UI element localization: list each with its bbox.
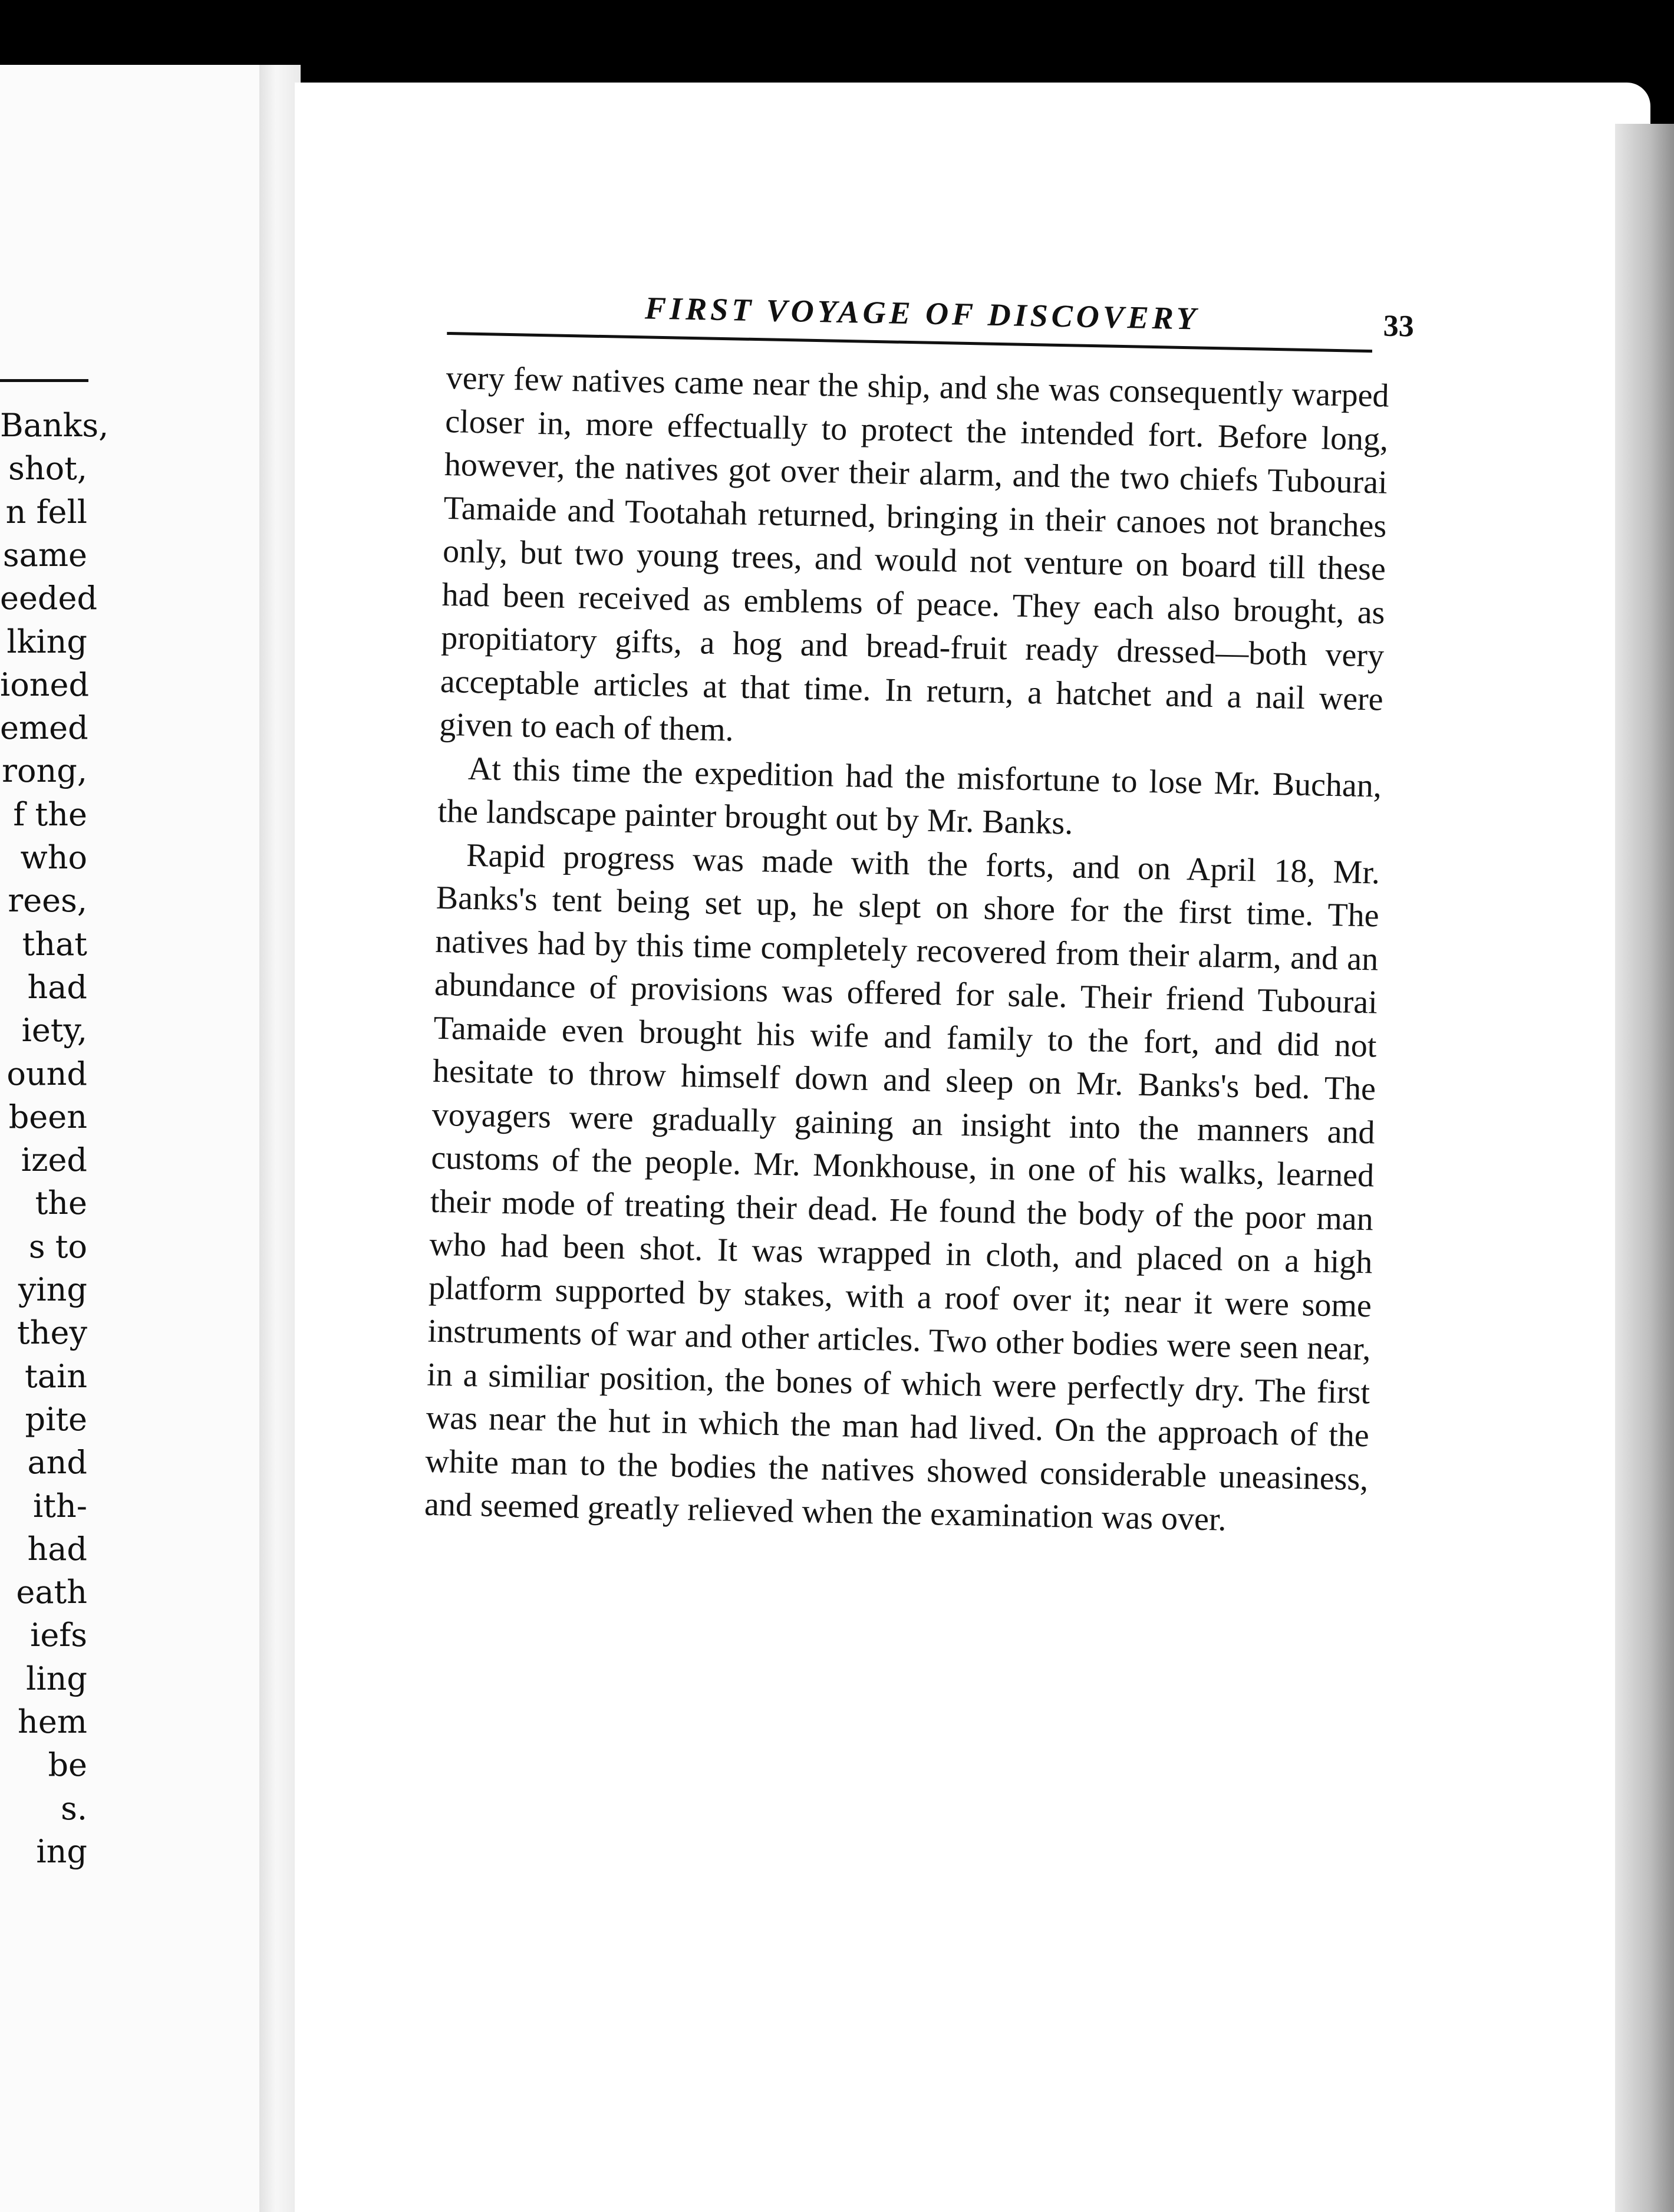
page-stack-edge	[1615, 124, 1674, 2212]
left-page-line-fragment: tain	[25, 1358, 87, 1395]
left-page-line-fragment: they	[17, 1314, 87, 1351]
left-page-header-rule	[0, 379, 88, 382]
left-page-line-fragment: shot,	[8, 450, 87, 487]
left-page-line-fragment: been	[8, 1098, 87, 1135]
left-page-line-fragment: s.	[61, 1790, 87, 1827]
body-text	[424, 357, 1389, 1545]
left-page-line-fragment: ith-	[33, 1487, 87, 1525]
left-page-line-fragment: had	[27, 1530, 87, 1568]
left-page-line-fragment: s to	[28, 1228, 87, 1265]
paragraph: At this time the expedition had the misfortune to lose Mr. Buchan, the landscape painter brought out by Mr. Banks.	[437, 750, 1382, 842]
left-page-line-fragment: ing	[36, 1833, 87, 1870]
left-page-line-fragment: ioned	[0, 666, 90, 703]
left-page-line-fragment: and	[27, 1444, 87, 1481]
page-number: 33	[1383, 309, 1415, 344]
left-page-line-fragment: iefs	[30, 1617, 87, 1654]
left-page-line-fragment: the	[35, 1184, 87, 1222]
left-page-line-fragment: be	[48, 1746, 87, 1783]
adjacent-left-page	[0, 65, 268, 2212]
left-page-line-fragment: same	[2, 536, 87, 574]
page-content	[424, 280, 1415, 1545]
left-page-line-fragment: had	[27, 969, 87, 1006]
left-page-line-fragment: ound	[6, 1055, 87, 1092]
left-page-line-fragment: rees,	[8, 882, 87, 919]
left-page-line-fragment: emed	[0, 709, 88, 746]
left-page-line-fragment: pite	[25, 1401, 87, 1438]
left-page-line-fragment: ized	[21, 1141, 87, 1179]
left-page-line-fragment: ying	[18, 1271, 87, 1308]
left-page-line-fragment: Banks,	[0, 407, 109, 444]
left-page-line-fragment: iety,	[21, 1012, 87, 1049]
left-page-line-fragment: that	[22, 926, 87, 963]
left-page-line-fragment: f the	[13, 796, 87, 833]
paragraph: very few natives came near the ship, and she was consequently warped closer in, more effectually to protect the intended fort. Before long, however, the natives got over their alarm, and the two chiefs Tubourai Tamaide and Tootahah returned, bringing in their canoes not branches only, but two young trees, and would not venture on board till these had been received as emblems of peace. They each also brought, as propitiatory gifts, a hog and bread-fruit ready dressed—both very acceptable articles at that time. In return, a hatchet and a nail were given to each of them.	[439, 359, 1390, 749]
left-page-line-fragment: who	[20, 839, 87, 876]
left-page-line-fragment: ling	[26, 1660, 87, 1697]
paragraph: Rapid progress was made with the forts, and on April 18, Mr. Banks's tent being set up, he slept on shore for the first time. The natives had by this time completely recovered from their alarm, and an abundance of provisions was offered for sale. Their friend Tubourai Tamaide even brought his wife and family to the fort, and did not hesitate to throw himself down and sleep on Mr. Banks's bed. The voyagers were gradually gaining an insight into the manners and customs of the people. Mr. Monkhouse, in one of his walks, learned their mode of treating their dead. He found the body of the poor man who had been shot. It was wrapped in cloth, and placed on a high platform supported by stakes, with a roof over it; near it were some instruments of war and other articles. Two other bodies were seen near, in a similiar position, the bones of which were perfectly dry. The first was near the hut in which the man had lived. On the approach of the white man to the bodies the natives showed considerable uneasiness, and seemed greatly relieved when the examination was over.	[424, 837, 1380, 1538]
left-page-line-fragment: n fell	[5, 493, 87, 531]
left-page-line-fragment: hem	[18, 1703, 87, 1740]
left-page-line-fragment: eeded	[0, 580, 98, 617]
left-page-line-fragment: lking	[6, 623, 87, 660]
left-page-line-fragment: eath	[16, 1574, 87, 1611]
left-page-line-fragment: rong,	[2, 752, 87, 789]
header-rule	[447, 332, 1372, 353]
running-head-title: FIRST VOYAGE OF DISCOVERY	[644, 290, 1200, 337]
